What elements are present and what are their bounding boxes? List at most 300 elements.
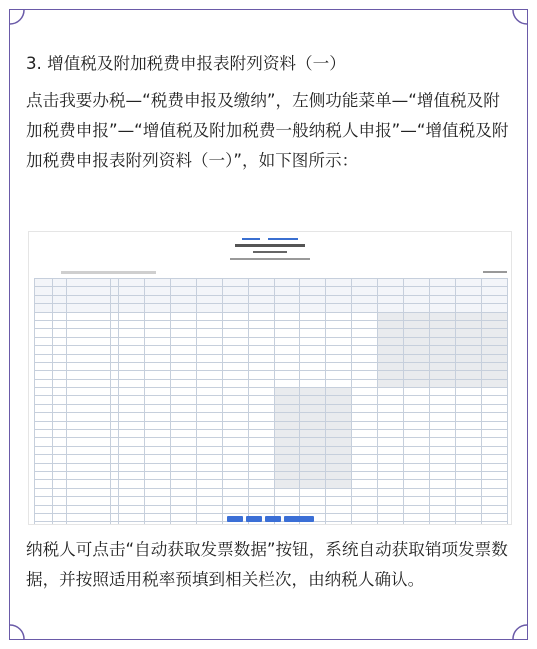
table-cell[interactable] (481, 362, 507, 370)
table-cell[interactable] (274, 522, 300, 525)
table-cell[interactable] (352, 446, 378, 454)
table-cell[interactable] (300, 497, 326, 505)
table-cell[interactable] (300, 446, 326, 454)
table-cell[interactable] (119, 312, 145, 320)
table-cell[interactable] (144, 371, 170, 379)
table-cell[interactable] (170, 455, 196, 463)
table-cell[interactable] (326, 329, 352, 337)
table-cell[interactable] (455, 388, 481, 396)
table-cell[interactable] (248, 396, 274, 404)
table-cell[interactable] (430, 371, 456, 379)
table-cell[interactable] (248, 471, 274, 479)
table-cell[interactable] (144, 396, 170, 404)
table-cell[interactable] (274, 329, 300, 337)
table-cell[interactable] (455, 379, 481, 387)
table-cell[interactable] (248, 497, 274, 505)
table-cell[interactable] (404, 379, 430, 387)
table-cell[interactable] (404, 337, 430, 345)
table-cell[interactable] (430, 346, 456, 354)
table-cell[interactable] (119, 463, 145, 471)
table-cell[interactable] (481, 421, 507, 429)
table-cell[interactable] (222, 396, 248, 404)
table-cell[interactable] (455, 404, 481, 412)
table-cell[interactable] (455, 346, 481, 354)
table-cell[interactable] (119, 488, 145, 496)
table-cell[interactable] (455, 497, 481, 505)
table-cell[interactable] (404, 463, 430, 471)
table-cell[interactable] (455, 438, 481, 446)
table-cell[interactable] (300, 362, 326, 370)
table-cell[interactable] (144, 430, 170, 438)
table-cell[interactable] (430, 463, 456, 471)
table-cell[interactable] (222, 346, 248, 354)
table-cell[interactable] (300, 430, 326, 438)
table-cell[interactable] (248, 463, 274, 471)
table-cell[interactable] (300, 320, 326, 328)
table-cell[interactable] (430, 362, 456, 370)
table-cell[interactable] (430, 329, 456, 337)
table-cell[interactable] (300, 488, 326, 496)
table-cell[interactable] (196, 413, 222, 421)
table-cell[interactable] (352, 497, 378, 505)
table-cell[interactable] (430, 404, 456, 412)
table-cell[interactable] (248, 430, 274, 438)
table-cell[interactable] (378, 354, 404, 362)
table-cell[interactable] (300, 421, 326, 429)
table-cell[interactable] (170, 346, 196, 354)
table-cell[interactable] (300, 388, 326, 396)
table-cell[interactable] (326, 354, 352, 362)
table-cell[interactable] (248, 522, 274, 525)
table-cell[interactable] (274, 505, 300, 513)
table-cell[interactable] (352, 346, 378, 354)
table-cell[interactable] (352, 320, 378, 328)
table-cell[interactable] (196, 430, 222, 438)
table-cell[interactable] (144, 480, 170, 488)
table-cell[interactable] (326, 505, 352, 513)
table-cell[interactable] (119, 430, 145, 438)
table-cell[interactable] (455, 320, 481, 328)
table-cell[interactable] (455, 455, 481, 463)
table-cell[interactable] (378, 446, 404, 454)
table-cell[interactable] (455, 480, 481, 488)
table-cell[interactable] (378, 505, 404, 513)
table-cell[interactable] (481, 430, 507, 438)
table-cell[interactable] (430, 413, 456, 421)
table-cell[interactable] (326, 497, 352, 505)
table-cell[interactable] (404, 346, 430, 354)
table-cell[interactable] (455, 371, 481, 379)
table-cell[interactable] (274, 480, 300, 488)
table-cell[interactable] (222, 413, 248, 421)
table-cell[interactable] (222, 480, 248, 488)
table-cell[interactable] (430, 320, 456, 328)
table-cell[interactable] (196, 497, 222, 505)
table-cell[interactable] (222, 463, 248, 471)
table-cell[interactable] (300, 329, 326, 337)
table-cell[interactable] (404, 497, 430, 505)
table-cell[interactable] (352, 404, 378, 412)
table-cell[interactable] (170, 471, 196, 479)
table-cell[interactable] (222, 329, 248, 337)
table-cell[interactable] (404, 505, 430, 513)
table-cell[interactable] (352, 329, 378, 337)
table-cell[interactable] (326, 379, 352, 387)
table-cell[interactable] (119, 354, 145, 362)
table-cell[interactable] (222, 421, 248, 429)
table-cell[interactable] (481, 480, 507, 488)
table-cell[interactable] (326, 430, 352, 438)
table-cell[interactable] (481, 371, 507, 379)
table-cell[interactable] (430, 354, 456, 362)
table-cell[interactable] (430, 379, 456, 387)
table-cell[interactable] (170, 404, 196, 412)
table-cell[interactable] (481, 497, 507, 505)
table-cell[interactable] (222, 371, 248, 379)
table-cell[interactable] (144, 505, 170, 513)
table-cell[interactable] (144, 346, 170, 354)
table-cell[interactable] (326, 471, 352, 479)
table-cell[interactable] (481, 388, 507, 396)
table-cell[interactable] (248, 413, 274, 421)
table-cell[interactable] (119, 480, 145, 488)
table-cell[interactable] (222, 320, 248, 328)
table-cell[interactable] (196, 522, 222, 525)
table-cell[interactable] (481, 320, 507, 328)
table-cell[interactable] (430, 522, 456, 525)
table-cell[interactable] (326, 312, 352, 320)
table-cell[interactable] (300, 505, 326, 513)
table-cell[interactable] (300, 379, 326, 387)
table-cell[interactable] (170, 388, 196, 396)
table-cell[interactable] (455, 362, 481, 370)
table-cell[interactable] (222, 446, 248, 454)
table-cell[interactable] (170, 337, 196, 345)
table-cell[interactable] (352, 480, 378, 488)
table-cell[interactable] (222, 438, 248, 446)
table-cell[interactable] (196, 446, 222, 454)
table-cell[interactable] (352, 362, 378, 370)
table-cell[interactable] (222, 455, 248, 463)
table-cell[interactable] (455, 430, 481, 438)
table-cell[interactable] (404, 413, 430, 421)
table-cell[interactable] (481, 379, 507, 387)
table-cell[interactable] (378, 396, 404, 404)
table-cell[interactable] (274, 421, 300, 429)
table-cell[interactable] (170, 421, 196, 429)
table-cell[interactable] (170, 413, 196, 421)
table-cell[interactable] (196, 354, 222, 362)
table-cell[interactable] (170, 522, 196, 525)
table-cell[interactable] (326, 320, 352, 328)
table-cell[interactable] (274, 396, 300, 404)
table-cell[interactable] (248, 371, 274, 379)
table-cell[interactable] (170, 379, 196, 387)
table-cell[interactable] (300, 471, 326, 479)
table-cell[interactable] (300, 346, 326, 354)
table-cell[interactable] (481, 329, 507, 337)
table-cell[interactable] (222, 471, 248, 479)
table-cell[interactable] (378, 388, 404, 396)
table-cell[interactable] (378, 522, 404, 525)
table-cell[interactable] (170, 488, 196, 496)
table-cell[interactable] (352, 421, 378, 429)
table-cell[interactable] (481, 396, 507, 404)
table-cell[interactable] (144, 320, 170, 328)
table-cell[interactable] (119, 497, 145, 505)
table-cell[interactable] (119, 446, 145, 454)
table-cell[interactable] (170, 320, 196, 328)
table-cell[interactable] (455, 421, 481, 429)
table-cell[interactable] (481, 471, 507, 479)
form-action-button[interactable] (246, 516, 262, 522)
table-cell[interactable] (119, 362, 145, 370)
table-cell[interactable] (326, 346, 352, 354)
table-cell[interactable] (222, 312, 248, 320)
table-cell[interactable] (144, 522, 170, 525)
table-cell[interactable] (430, 438, 456, 446)
table-cell[interactable] (222, 379, 248, 387)
table-cell[interactable] (144, 497, 170, 505)
table-cell[interactable] (300, 371, 326, 379)
table-cell[interactable] (378, 312, 404, 320)
table-cell[interactable] (274, 455, 300, 463)
table-cell[interactable] (119, 455, 145, 463)
table-cell[interactable] (378, 329, 404, 337)
table-cell[interactable] (170, 329, 196, 337)
table-cell[interactable] (300, 354, 326, 362)
table-cell[interactable] (196, 488, 222, 496)
table-cell[interactable] (170, 312, 196, 320)
table-cell[interactable] (274, 430, 300, 438)
table-cell[interactable] (430, 480, 456, 488)
table-cell[interactable] (144, 404, 170, 412)
table-cell[interactable] (222, 337, 248, 345)
table-cell[interactable] (170, 354, 196, 362)
table-cell[interactable] (300, 337, 326, 345)
table-cell[interactable] (352, 438, 378, 446)
table-cell[interactable] (404, 455, 430, 463)
table-cell[interactable] (352, 379, 378, 387)
table-cell[interactable] (352, 388, 378, 396)
table-cell[interactable] (455, 505, 481, 513)
table-cell[interactable] (455, 312, 481, 320)
table-cell[interactable] (352, 396, 378, 404)
table-cell[interactable] (326, 463, 352, 471)
table-cell[interactable] (326, 337, 352, 345)
table-cell[interactable] (248, 505, 274, 513)
table-cell[interactable] (455, 396, 481, 404)
table-cell[interactable] (378, 413, 404, 421)
form-action-button[interactable] (284, 516, 314, 522)
table-cell[interactable] (352, 413, 378, 421)
table-cell[interactable] (455, 337, 481, 345)
table-cell[interactable] (119, 438, 145, 446)
table-cell[interactable] (274, 413, 300, 421)
table-cell[interactable] (196, 505, 222, 513)
table-cell[interactable] (404, 522, 430, 525)
table-cell[interactable] (481, 455, 507, 463)
table-cell[interactable] (430, 446, 456, 454)
table-cell[interactable] (352, 371, 378, 379)
table-cell[interactable] (170, 497, 196, 505)
table-cell[interactable] (430, 505, 456, 513)
table-cell[interactable] (481, 438, 507, 446)
table-cell[interactable] (144, 388, 170, 396)
table-cell[interactable] (144, 421, 170, 429)
table-cell[interactable] (404, 388, 430, 396)
table-cell[interactable] (274, 404, 300, 412)
table-cell[interactable] (222, 388, 248, 396)
table-cell[interactable] (196, 371, 222, 379)
table-cell[interactable] (430, 488, 456, 496)
table-cell[interactable] (274, 488, 300, 496)
table-cell[interactable] (300, 312, 326, 320)
table-cell[interactable] (326, 421, 352, 429)
table-cell[interactable] (144, 488, 170, 496)
table-cell[interactable] (196, 480, 222, 488)
table-cell[interactable] (404, 446, 430, 454)
table-cell[interactable] (222, 522, 248, 525)
table-cell[interactable] (300, 522, 326, 525)
table-cell[interactable] (170, 463, 196, 471)
table-cell[interactable] (378, 430, 404, 438)
table-cell[interactable] (119, 404, 145, 412)
table-cell[interactable] (352, 455, 378, 463)
table-cell[interactable] (455, 413, 481, 421)
table-cell[interactable] (430, 337, 456, 345)
table-cell[interactable] (326, 371, 352, 379)
table-cell[interactable] (196, 379, 222, 387)
table-cell[interactable] (144, 312, 170, 320)
table-cell[interactable] (300, 404, 326, 412)
table-cell[interactable] (196, 312, 222, 320)
table-cell[interactable] (222, 354, 248, 362)
table-cell[interactable] (352, 354, 378, 362)
table-cell[interactable] (455, 354, 481, 362)
table-cell[interactable] (196, 404, 222, 412)
table-cell[interactable] (430, 430, 456, 438)
table-cell[interactable] (274, 346, 300, 354)
table-cell[interactable] (404, 396, 430, 404)
table-cell[interactable] (170, 505, 196, 513)
table-cell[interactable] (274, 471, 300, 479)
table-cell[interactable] (119, 329, 145, 337)
table-cell[interactable] (144, 446, 170, 454)
table-cell[interactable] (170, 430, 196, 438)
table-cell[interactable] (274, 354, 300, 362)
table-cell[interactable] (248, 320, 274, 328)
table-cell[interactable] (196, 463, 222, 471)
table-cell[interactable] (144, 438, 170, 446)
table-cell[interactable] (274, 379, 300, 387)
table-cell[interactable] (222, 505, 248, 513)
table-cell[interactable] (378, 438, 404, 446)
table-cell[interactable] (430, 455, 456, 463)
form-action-button[interactable] (227, 516, 243, 522)
table-cell[interactable] (222, 488, 248, 496)
table-cell[interactable] (222, 497, 248, 505)
table-cell[interactable] (119, 346, 145, 354)
table-cell[interactable] (326, 438, 352, 446)
form-action-button[interactable] (265, 516, 281, 522)
table-cell[interactable] (119, 471, 145, 479)
table-cell[interactable] (404, 480, 430, 488)
table-cell[interactable] (248, 404, 274, 412)
table-cell[interactable] (170, 446, 196, 454)
table-cell[interactable] (222, 404, 248, 412)
table-cell[interactable] (481, 463, 507, 471)
table-cell[interactable] (248, 337, 274, 345)
table-cell[interactable] (274, 371, 300, 379)
table-cell[interactable] (274, 362, 300, 370)
table-cell[interactable] (248, 421, 274, 429)
table-cell[interactable] (352, 471, 378, 479)
table-cell[interactable] (274, 312, 300, 320)
table-cell[interactable] (144, 362, 170, 370)
table-cell[interactable] (326, 522, 352, 525)
table-cell[interactable] (196, 320, 222, 328)
table-cell[interactable] (481, 354, 507, 362)
table-cell[interactable] (430, 388, 456, 396)
table-cell[interactable] (404, 404, 430, 412)
table-cell[interactable] (378, 320, 404, 328)
table-cell[interactable] (144, 379, 170, 387)
table-cell[interactable] (144, 354, 170, 362)
table-cell[interactable] (430, 497, 456, 505)
table-cell[interactable] (378, 404, 404, 412)
table-cell[interactable] (119, 413, 145, 421)
table-cell[interactable] (430, 471, 456, 479)
table-cell[interactable] (481, 337, 507, 345)
table-cell[interactable] (352, 522, 378, 525)
table-cell[interactable] (300, 396, 326, 404)
table-cell[interactable] (326, 396, 352, 404)
table-cell[interactable] (248, 388, 274, 396)
table-cell[interactable] (170, 396, 196, 404)
table-cell[interactable] (196, 337, 222, 345)
table-cell[interactable] (430, 312, 456, 320)
table-cell[interactable] (196, 329, 222, 337)
table-cell[interactable] (326, 488, 352, 496)
table-cell[interactable] (326, 404, 352, 412)
table-cell[interactable] (455, 446, 481, 454)
table-cell[interactable] (300, 480, 326, 488)
table-cell[interactable] (119, 320, 145, 328)
table-cell[interactable] (196, 346, 222, 354)
table-cell[interactable] (404, 329, 430, 337)
table-cell[interactable] (455, 488, 481, 496)
table-cell[interactable] (404, 320, 430, 328)
table-cell[interactable] (144, 329, 170, 337)
table-cell[interactable] (196, 455, 222, 463)
table-cell[interactable] (144, 413, 170, 421)
table-cell[interactable] (144, 471, 170, 479)
table-cell[interactable] (352, 312, 378, 320)
table-cell[interactable] (144, 455, 170, 463)
table-cell[interactable] (378, 362, 404, 370)
table-cell[interactable] (119, 337, 145, 345)
table-cell[interactable] (326, 455, 352, 463)
table-cell[interactable] (404, 488, 430, 496)
table-cell[interactable] (274, 497, 300, 505)
table-cell[interactable] (248, 329, 274, 337)
table-cell[interactable] (404, 438, 430, 446)
table-cell[interactable] (144, 337, 170, 345)
table-cell[interactable] (248, 312, 274, 320)
table-cell[interactable] (404, 421, 430, 429)
table-cell[interactable] (196, 396, 222, 404)
